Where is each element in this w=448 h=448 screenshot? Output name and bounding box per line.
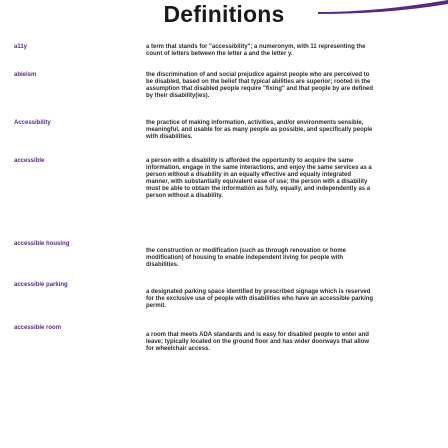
entry-accessible-room (14, 325, 374, 353)
definition-a11y: a term that stands for "accessibility"; a numeronym, with 11 representing the count of letters between the letter a and the letter y. (146, 44, 366, 57)
term-accessibility: Accessibility (14, 120, 51, 126)
term-a11y: a11y (14, 44, 28, 50)
entry-accessible-housing (14, 241, 374, 269)
definition-ableism: the discrimination of and social prejudice against people who are perceived to be disabled, based on the belief that typical abilities are superior; rooted in the assumption that disabled people require "fixing" and that people by are defined by their disability(ies). (146, 72, 374, 99)
term-accessible-parking: accessible parking (14, 282, 68, 288)
definition-accessible-room: a room that meets ADA standards and is easy for disabled people to enter and leave; typically located on the ground floor and has wider doorways that allow for wheelchair access. (146, 332, 370, 352)
definition-accessible-parking: a designated parking space identified by prescribed signage which is reserved for the exclusive use of people with disabilities who have an accessible parking permit. (146, 289, 374, 309)
page-title: Definitions (163, 1, 285, 27)
term-accessible-room: accessible room (14, 325, 62, 331)
definition-accessible: a person with a disability is afforded the opportunity to acquire the same information, engage in the same interactions, and enjoy the same services as a person without a disability in an equally effective and equally integrated manner, with substantially equivalent ease of use; the person with a disability must be able to obtain the information as fully, equally, and independently as a person without a disability. (146, 158, 372, 199)
term-accessible: accessible (14, 158, 45, 164)
term-accessible-housing: accessible housing (14, 241, 70, 247)
definition-accessibility: the practice of making information, activities, and/or environments sensible, meaningful, and usable for as many people as possible, and specifically people with disabilities. (146, 120, 373, 140)
term-ableism: ableism (14, 72, 37, 78)
entry-accessible-parking (14, 282, 374, 310)
definition-accessible-housing: the construction or modification (such as through renovation or home modification) of housing to enable independent living for people with disabilities. (146, 248, 347, 268)
